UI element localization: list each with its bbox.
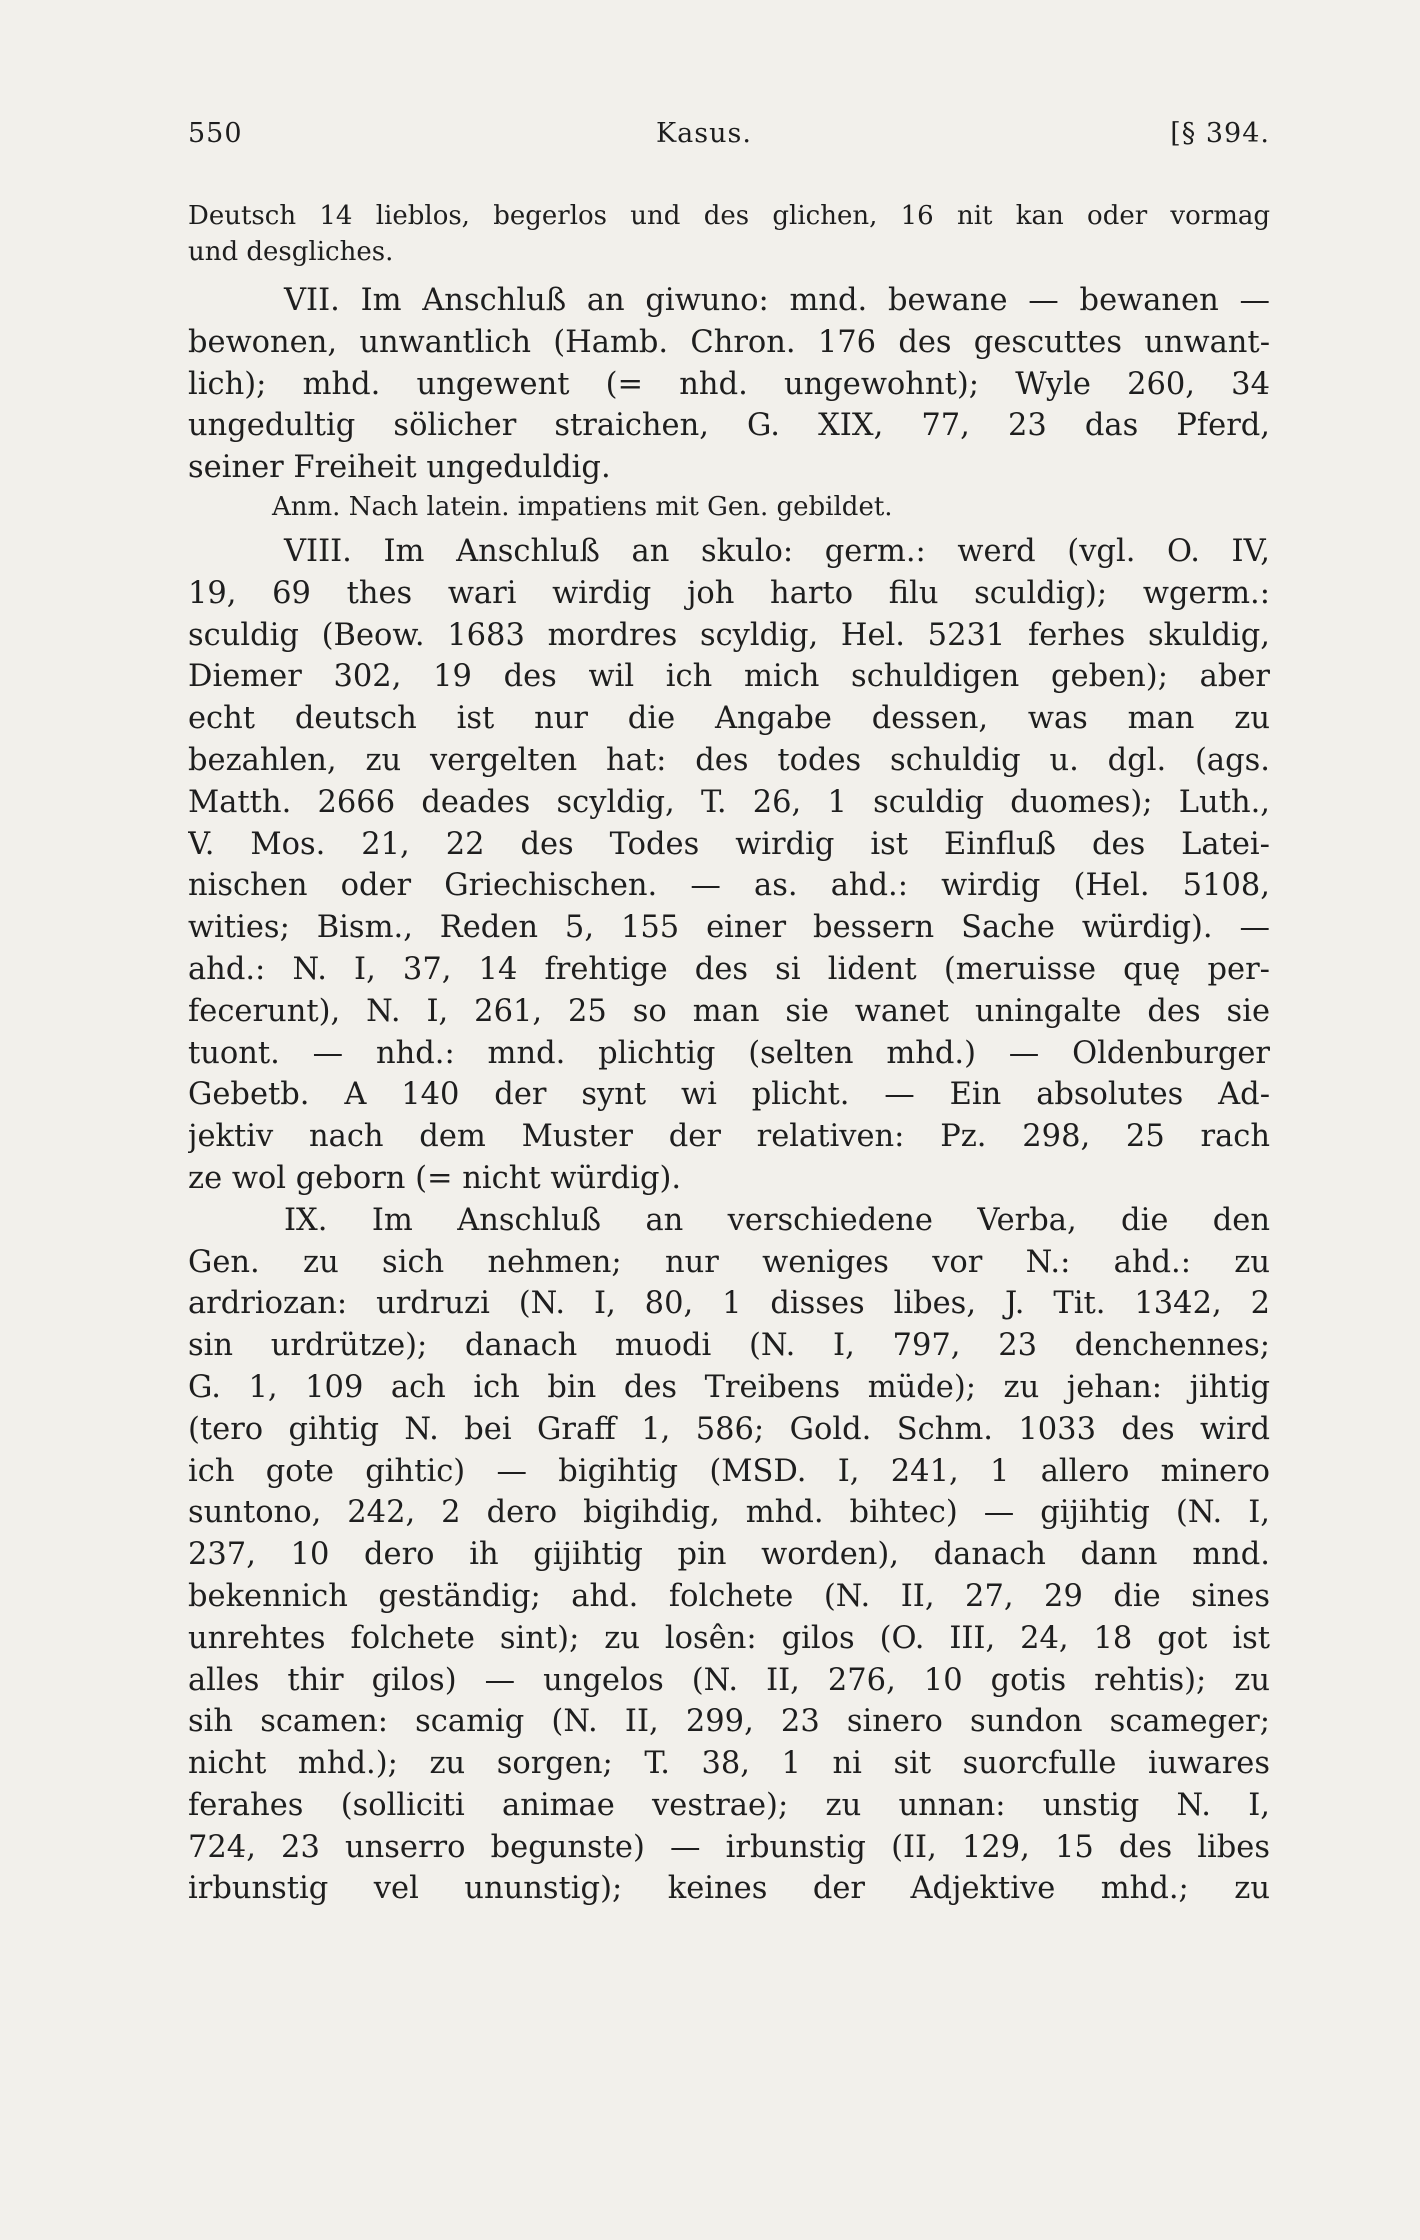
text-line: 724, 23 unserro begunste) — irbunstig (II, 129, 15 des libes: [188, 1829, 1270, 1865]
page-number: 550: [188, 118, 243, 149]
text-line: irbunstig vel ununstig); keines der Adjektive mhd.; zu: [188, 1871, 1270, 1907]
text-line: seiner Freiheit ungeduldig.: [188, 450, 611, 486]
text-line: Deutsch 14 lieblos, begerlos und des glichen, 16 nit kan oder vormag: [188, 201, 1270, 231]
text-line: 237, 10 dero ih gijihtig pin worden), danach dann mnd.: [188, 1537, 1270, 1573]
text-line: sih scamen: scamig (N. II, 299, 23 sinero sundon scameger;: [188, 1704, 1270, 1740]
paragraph-vii-start: VII. Im Anschluß an giwuno: mnd. bewane — bewanen —: [284, 283, 1270, 318]
text-line: ze wol geborn (= nicht würdig).: [188, 1160, 682, 1196]
annotation-note: Anm. Nach latein. impatiens mit Gen. gebildet.: [272, 491, 893, 522]
text-line: lich); mhd. ungewent (= nhd. ungewohnt); Wyle 260, 34: [188, 366, 1270, 402]
text-line: Gen. zu sich nehmen; nur weniges vor N.: ahd.: zu: [188, 1244, 1270, 1280]
text-line: wities; Bism., Reden 5, 155 einer bessern Sache würdig). —: [188, 910, 1270, 946]
text-line: nischen oder Griechischen. — as. ahd.: wirdig (Hel. 5108,: [188, 868, 1270, 904]
text-line: bewonen, unwantlich (Hamb. Chron. 176 des gescuttes unwant-: [188, 324, 1270, 360]
paragraph-viii-start: VIII. Im Anschluß an skulo: germ.: werd (vgl. O. IV,: [284, 533, 1270, 569]
text-line: nicht mhd.); zu sorgen; T. 38, 1 ni sit suorcfulle iuwares: [188, 1746, 1270, 1782]
text-line: ahd.: N. I, 37, 14 frehtige des si lident (meruisse quę per-: [188, 951, 1270, 987]
text-line: und desgliches.: [188, 237, 394, 267]
text-line: 19, 69 thes wari wirdig joh harto filu sculdig); wgerm.:: [188, 575, 1270, 611]
text-line: ferahes (solliciti animae vestrae); zu unnan: unstig N. I,: [188, 1787, 1270, 1823]
running-title: Kasus.: [656, 118, 752, 149]
running-header: [188, 118, 1270, 162]
text-line: ich gote gihtic) — bigihtig (MSD. I, 241, 1 allero minero: [188, 1453, 1270, 1489]
text-line: suntono, 242, 2 dero bigihdig, mhd. bihtec) — gijihtig (N. I,: [188, 1495, 1270, 1531]
body-text: [188, 198, 1270, 1910]
text-line: (tero gihtig N. bei Graff 1, 586; Gold. Schm. 1033 des wird: [188, 1411, 1270, 1447]
text-line: unrehtes folchete sint); zu losên: gilos (O. III, 24, 18 got ist: [188, 1620, 1270, 1656]
text-line: sin urdrütze); danach muodi (N. I, 797, 23 denchennes;: [188, 1328, 1270, 1364]
text-line: fecerunt), N. I, 261, 25 so man sie wanet uningalte des sie: [188, 993, 1270, 1029]
text-line: tuont. — nhd.: mnd. plichtig (selten mhd.) — Oldenburger: [188, 1035, 1270, 1071]
text-line: jektiv nach dem Muster der relativen: Pz. 298, 25 rach: [188, 1119, 1270, 1155]
text-line: echt deutsch ist nur die Angabe dessen, was man zu: [188, 701, 1270, 737]
text-line: ungedultig sölicher straichen, G. XIX, 77, 23 das Pferd,: [188, 408, 1270, 444]
text-line: V. Mos. 21, 22 des Todes wirdig ist Einfluß des Latei-: [188, 826, 1270, 862]
text-line: Gebetb. A 140 der synt wi plicht. — Ein absolutes Ad-: [188, 1077, 1270, 1113]
text-line: bekennich geständig; ahd. folchete (N. II, 27, 29 die sines: [188, 1578, 1270, 1614]
text-line: ardriozan: urdruzi (N. I, 80, 1 disses libes, J. Tit. 1342, 2: [188, 1286, 1270, 1322]
text-line: sculdig (Beow. 1683 mordres scyldig, Hel. 5231 ferhes skuldig,: [188, 617, 1270, 653]
text-line: Diemer 302, 19 des wil ich mich schuldigen geben); aber: [188, 659, 1270, 695]
text-line: alles thir gilos) — ungelos (N. II, 276, 10 gotis rehtis); zu: [188, 1662, 1270, 1698]
text-line: bezahlen, zu vergelten hat: des todes schuldig u. dgl. (ags.: [188, 742, 1270, 778]
text-line: G. 1, 109 ach ich bin des Treibens müde); zu jehan: jihtig: [188, 1369, 1270, 1405]
paragraph-ix-start: IX. Im Anschluß an verschiedene Verba, die den: [284, 1202, 1270, 1238]
text-line: Matth. 2666 deades scyldig, T. 26, 1 sculdig duomes); Luth.,: [188, 784, 1270, 820]
section-reference: [§ 394.: [1170, 118, 1270, 149]
